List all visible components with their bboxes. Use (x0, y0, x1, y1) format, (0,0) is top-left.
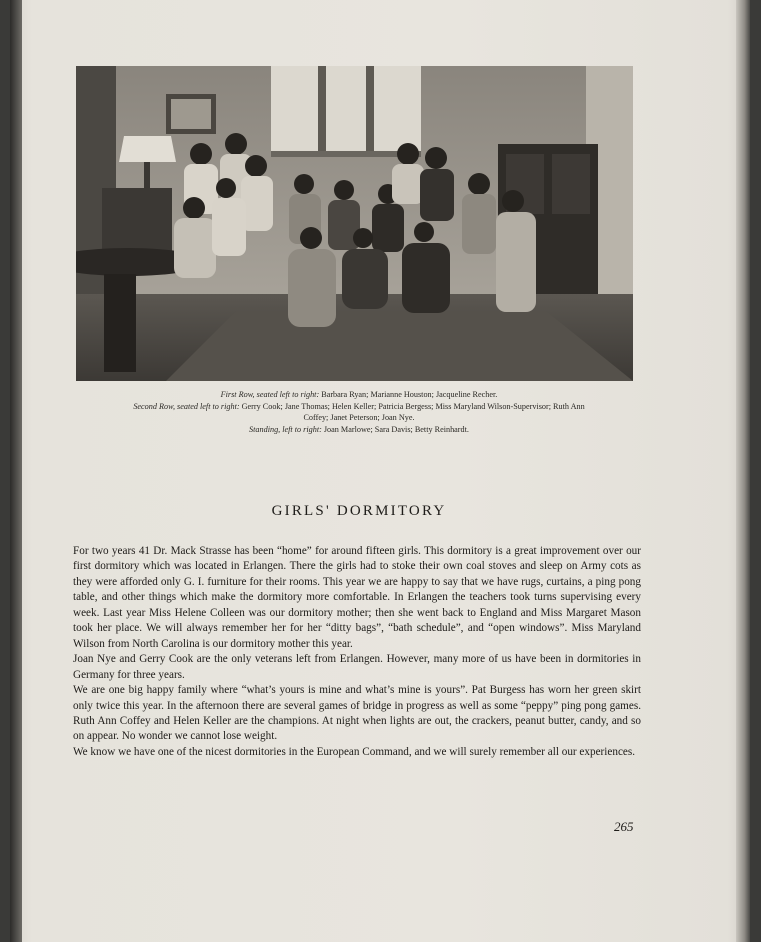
caption-first-row-names: Barbara Ryan; Marianne Houston; Jacqueline Recher. (321, 390, 498, 399)
caption-first-row-label: First Row, seated left to right: (220, 390, 320, 399)
yearbook-page (10, 0, 750, 942)
caption-second-row-cont (70, 412, 648, 424)
page-edge (736, 0, 750, 942)
paragraph-1: For two years 41 Dr. Mack Strasse has been “home” for around fifteen girls. This dormitory is a great improvement over our first dormitory which was located in Erlangen. There the girls had to stoke their own coal stoves and sleep on Army cots as they were afforded only G. I. furniture for their rooms. This year we are happy to say that we have rugs, curtains, a ping pong table, and other things which make the dormitory more comfortable. In Erlangen the teachers took turns supervising every week. Last year Miss Helene Colleen was our dormitory mother; then she went back to England and Miss Margaret Mason took her place. We will always remember her for her “ditty bags”, “bath schedule”, and “open windows”. Miss Maryland Wilson from North Carolina is our dormitory mother this year. (73, 545, 641, 650)
article-body (73, 544, 641, 760)
caption-first-row (70, 389, 648, 401)
caption-second-row (70, 401, 648, 413)
paragraph-3: We are one big happy family where “what’s yours is mine and what’s mine is yours”. Pat Burgess has worn her green skirt only twice this year. In the afternoon there are several games of bridge in progress as well as some “peppy” ping pong games. Ruth Ann Coffey and Helen Keller are the champions. At night when lights are out, the crackers, peanut butter, candy, and so on appear. No wonder we cannot lose weight. (73, 684, 641, 743)
paragraph-4: We know we have one of the nicest dormitories in the European Command, and we will surely remember all our experiences. (73, 745, 636, 758)
page-binding-shadow (10, 0, 22, 942)
caption-second-row-names-b: Coffey; Janet Peterson; Joan Nye. (303, 413, 415, 423)
paragraph-2: Joan Nye and Gerry Cook are the only veterans left from Erlangen. However, many more of us have been in dormitories in Germany for three years. (73, 653, 641, 681)
page-number: 265 (614, 819, 634, 834)
page-title: GIRLS' DORMITORY (271, 503, 447, 519)
caption-second-row-names-a: Gerry Cook; Jane Thomas; Helen Keller; Patricia Bergess; Miss Maryland Wilson-Supervisor; Ruth Ann (241, 401, 585, 411)
photo-caption (70, 389, 648, 435)
caption-second-row-label: Second Row, seated left to right: (133, 401, 240, 411)
caption-standing (70, 424, 648, 436)
group-photo (76, 66, 633, 381)
caption-standing-label: Standing, left to right: (249, 424, 322, 434)
caption-standing-names: Joan Marlowe; Sara Davis; Betty Reinhardt. (323, 424, 469, 434)
